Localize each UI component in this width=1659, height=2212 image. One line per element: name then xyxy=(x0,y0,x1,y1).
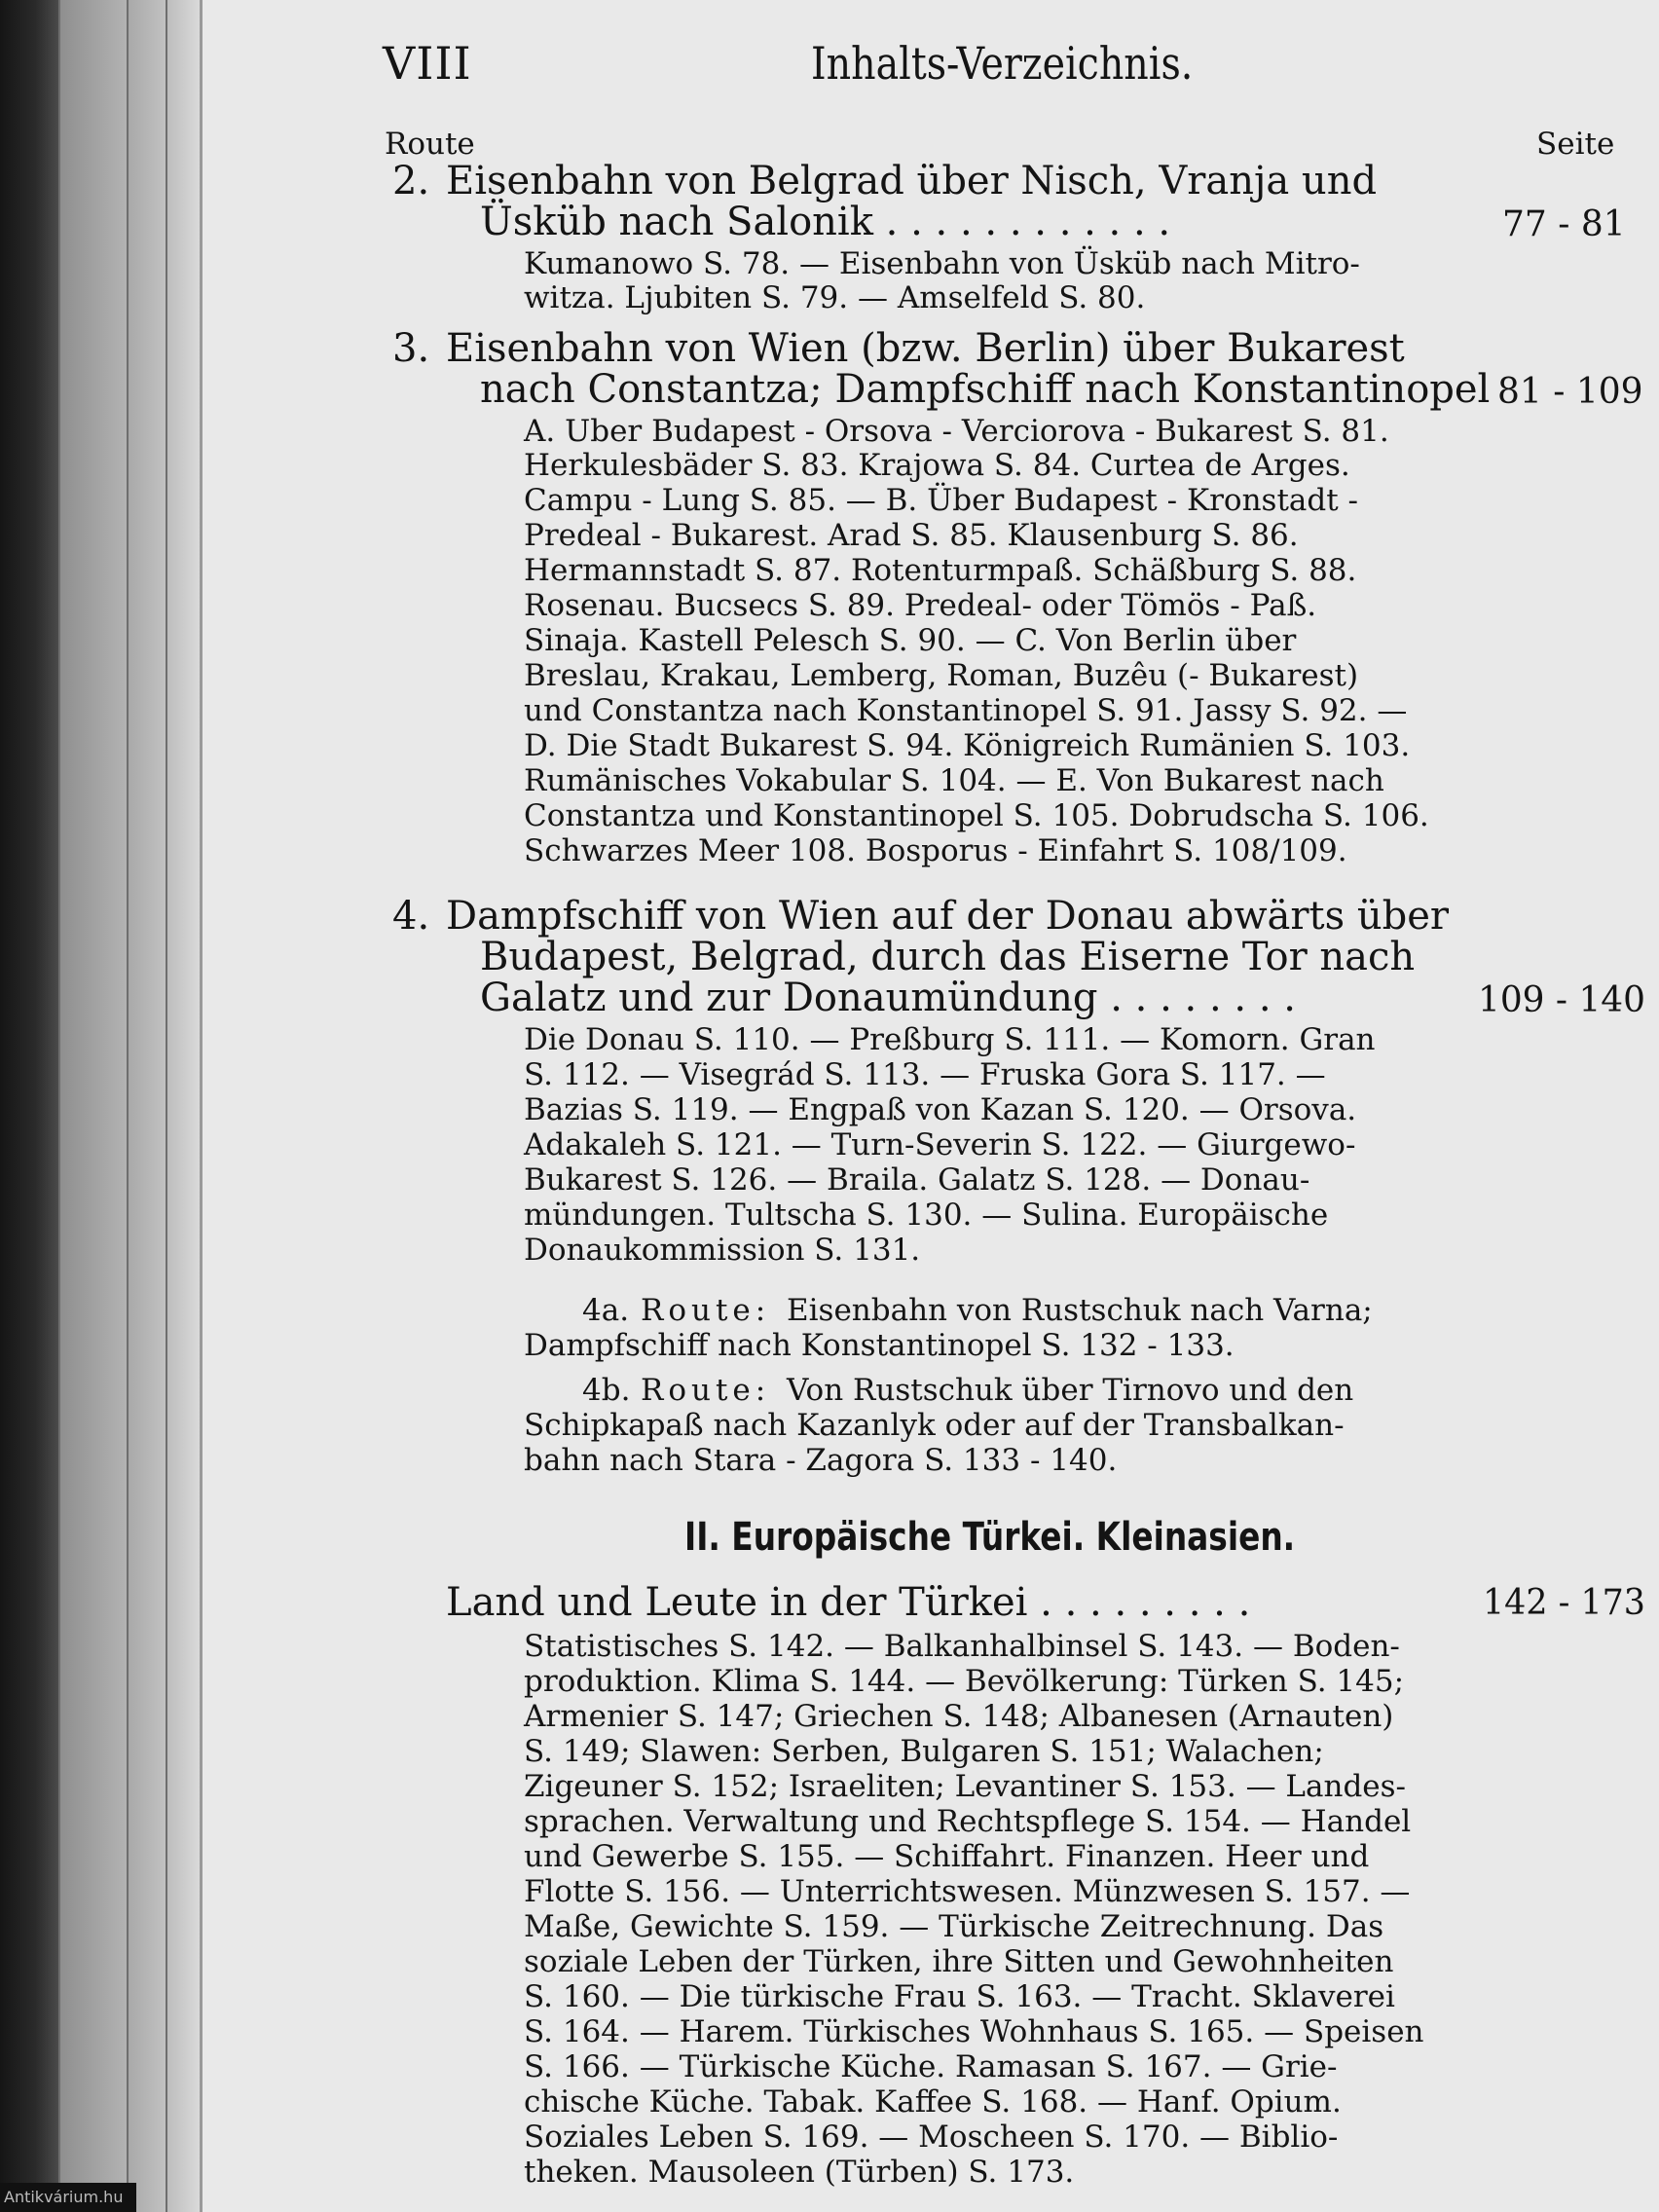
entry-detail-line: sprachen. Verwaltung und Rechtspflege S. 154. — Handel xyxy=(524,1804,1412,1839)
book-cover-edge xyxy=(0,0,58,2212)
entry-detail-line: soziale Leben der Türken, ihre Sitten und Gewohnheiten xyxy=(524,1944,1394,1979)
entry-detail-line: und Constantza nach Konstantinopel S. 91. Jassy S. 92. — xyxy=(524,693,1408,728)
entry-detail-line: Bazias S. 119. — Engpaß von Kazan S. 120. — Orsova. xyxy=(524,1092,1357,1127)
entry-detail-line: theken. Mausoleen (Türben) S. 173. xyxy=(524,2155,1075,2190)
entry-title-line: Üsküb nach Salonik . . . . . . . . . . . . xyxy=(480,200,1171,244)
entry-detail-line: S. 149; Slawen: Serben, Bulgaren S. 151; Walachen; xyxy=(524,1734,1324,1769)
entry-detail-line: chische Küche. Tabak. Kaffee S. 168. — Hanf. Opium. xyxy=(524,2084,1342,2120)
subroute-label: 4a. xyxy=(582,1293,630,1328)
entry-title-line: nach Constantza; Dampfschiff nach Konstantinopel xyxy=(480,367,1491,412)
subroute-label: 4b. xyxy=(582,1373,631,1408)
entry-detail-line: produktion. Klima S. 144. — Bevölkerung: Türken S. 145; xyxy=(524,1664,1405,1699)
entry-detail-line: Hermannstadt S. 87. Rotenturmpaß. Schäßburg S. 88. xyxy=(524,553,1357,588)
entry-title-line: Budapest, Belgrad, durch das Eiserne Tor nach xyxy=(480,935,1416,979)
entry-detail-line: Donaukommission S. 131. xyxy=(524,1233,921,1268)
subroute-line: bahn nach Stara - Zagora S. 133 - 140. xyxy=(524,1443,1118,1478)
entry-detail-line: D. Die Stadt Bukarest S. 94. Königreich Rumänien S. 103. xyxy=(524,728,1411,763)
entry-detail-line: witza. Ljubiten S. 79. — Amselfeld S. 80. xyxy=(524,280,1146,315)
entry-detail-line: Rosenau. Bucsecs S. 89. Predeal- oder Tömös - Paß. xyxy=(524,588,1317,623)
entry-detail-line: Breslau, Krakau, Lemberg, Roman, Buzêu (- Bukarest) xyxy=(524,658,1359,693)
subroute-line: Dampfschiff nach Konstantinopel S. 132 - 133. xyxy=(524,1328,1235,1363)
entry-title-line: Eisenbahn von Belgrad über Nisch, Vranja und xyxy=(446,159,1378,203)
watermark: Antikvárium.hu xyxy=(0,2183,136,2212)
entry-detail-line: A. Uber Budapest - Orsova - Verciorova - Bukarest S. 81. xyxy=(524,414,1389,449)
entry-detail-line: S. 112. — Visegrád S. 113. — Fruska Gora S. 117. — xyxy=(524,1057,1326,1092)
entry-detail-line: Schwarzes Meer 108. Bosporus - Einfahrt S. 108/109. xyxy=(524,833,1347,868)
section-heading: II. Europäische Türkei. Kleinasien. xyxy=(684,1515,1296,1560)
entry-detail-line: Die Donau S. 110. — Preßburg S. 111. — Komorn. Gran xyxy=(524,1022,1376,1057)
entry-title-line: Land und Leute in der Türkei . . . . . . . . . xyxy=(446,1580,1251,1625)
entry-detail-line: Zigeuner S. 152; Israeliten; Levantiner S. 153. — Landes- xyxy=(524,1769,1407,1804)
entry-detail-line: S. 164. — Harem. Türkisches Wohnhaus S. 165. — Speisen xyxy=(524,2014,1424,2049)
entry-detail-line: Rumänisches Vokabular S. 104. — E. Von Bukarest nach xyxy=(524,763,1384,798)
book-page xyxy=(200,0,1659,2212)
column-header-seite: Seite xyxy=(1536,127,1615,162)
entry-number: 2. xyxy=(392,159,430,203)
column-header-route: Route xyxy=(385,127,475,162)
entry-detail-line: Maße, Gewichte S. 159. — Türkische Zeitrechnung. Das xyxy=(524,1909,1384,1944)
subroute-line: Eisenbahn von Rustschuk nach Varna; xyxy=(787,1293,1373,1328)
entry-detail-line: Statistisches S. 142. — Balkanhalbinsel S. 143. — Boden- xyxy=(524,1629,1400,1664)
subroute-word: Route: xyxy=(641,1293,771,1328)
entry-detail-line: Predeal - Bukarest. Arad S. 85. Klausenburg S. 86. xyxy=(524,518,1299,553)
subroute-word: Route: xyxy=(641,1373,771,1408)
entry-pages: 81 - 109 xyxy=(1497,372,1643,412)
entry-detail-line: S. 166. — Türkische Küche. Ramasan S. 167. — Grie- xyxy=(524,2049,1338,2084)
entry-detail-line: und Gewerbe S. 155. — Schiffahrt. Finanzen. Heer und xyxy=(524,1839,1370,1874)
entry-detail-line: Sinaja. Kastell Pelesch S. 90. — C. Von Berlin über xyxy=(524,623,1297,658)
entry-pages: 77 - 81 xyxy=(1502,204,1626,244)
entry-detail-line: Kumanowo S. 78. — Eisenbahn von Üsküb nach Mitro- xyxy=(524,246,1360,281)
entry-title-line: Eisenbahn von Wien (bzw. Berlin) über Bukarest xyxy=(446,326,1405,371)
entry-detail-line: Constantza und Konstantinopel S. 105. Dobrudscha S. 106. xyxy=(524,798,1429,833)
entry-detail-line: Flotte S. 156. — Unterrichtswesen. Münzwesen S. 157. — xyxy=(524,1874,1411,1909)
entry-detail-line: Armenier S. 147; Griechen S. 148; Albanesen (Arnauten) xyxy=(524,1699,1394,1734)
entry-detail-line: S. 160. — Die türkische Frau S. 163. — Tracht. Sklaverei xyxy=(524,1979,1395,2014)
entry-detail-line: Adakaleh S. 121. — Turn-Severin S. 122. — Giurgewo- xyxy=(524,1127,1356,1162)
entry-pages: 109 - 140 xyxy=(1478,980,1645,1020)
entry-detail-line: Bukarest S. 126. — Braila. Galatz S. 128. — Donau- xyxy=(524,1162,1310,1198)
entry-title-line: Galatz und zur Donaumündung . . . . . . . . xyxy=(480,976,1296,1020)
entry-detail-line: mündungen. Tultscha S. 130. — Sulina. Europäische xyxy=(524,1198,1329,1233)
entry-detail-line: Campu - Lung S. 85. — B. Über Budapest - Kronstadt - xyxy=(524,483,1359,518)
page-number: VIII xyxy=(383,37,472,90)
entry-number: 3. xyxy=(392,326,430,371)
entry-pages: 142 - 173 xyxy=(1483,1583,1645,1623)
entry-detail-line: Soziales Leben S. 169. — Moscheen S. 170. — Biblio- xyxy=(524,2120,1339,2155)
page-title: Inhalts-Verzeichnis. xyxy=(811,37,1194,90)
subroute-line: Von Rustschuk über Tirnovo und den xyxy=(787,1373,1354,1408)
entry-number: 4. xyxy=(392,894,430,939)
subroute-line: Schipkapaß nach Kazanlyk oder auf der Transbalkan- xyxy=(524,1408,1345,1443)
entry-title-line: Dampfschiff von Wien auf der Donau abwärts über xyxy=(446,894,1449,939)
entry-detail-line: Herkulesbäder S. 83. Krajowa S. 84. Curtea de Arges. xyxy=(524,448,1350,483)
